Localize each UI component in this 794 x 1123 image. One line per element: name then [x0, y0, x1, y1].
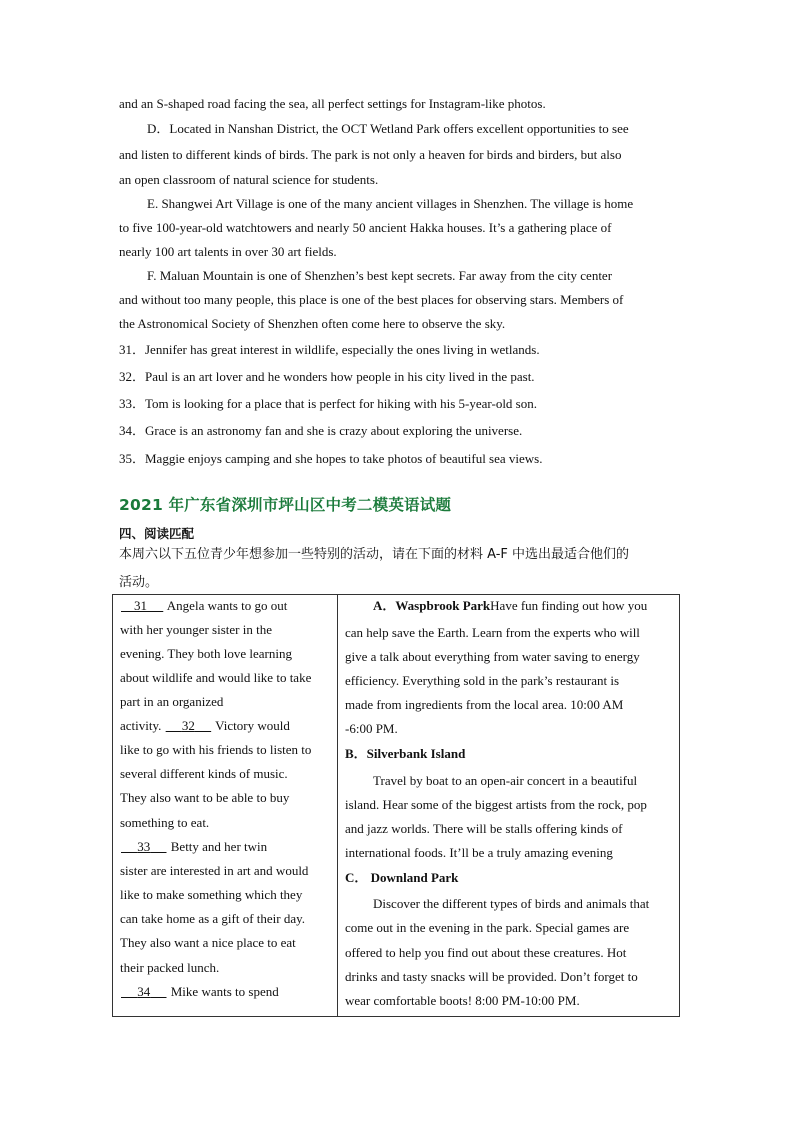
- option-a-line: give a talk about everything from water saving to energy: [345, 649, 640, 664]
- left-cell-line: several different kinds of music.: [120, 766, 288, 781]
- option-f-line: the Astronomical Society of Shenzhen often come here to observe the sky.: [119, 316, 506, 331]
- left-cell-line: 33 Betty and her twin: [120, 839, 267, 855]
- option-d-line: D．Located in Nanshan District, the OCT Wetland Park offers excellent opportunities to see: [147, 121, 629, 136]
- option-a-line: made from ingredients from the local area. 10:00 AM: [345, 697, 624, 712]
- paragraph-continuation: and an S-shaped road facing the sea, all perfect settings for Instagram-like photos.: [119, 96, 546, 111]
- option-b-line: Travel by boat to an open-air concert in a beautiful: [373, 773, 638, 788]
- left-cell-line: part in an organized: [120, 694, 224, 709]
- section-subtitle: 四、阅读匹配: [119, 526, 195, 541]
- left-cell-line: sister are interested in art and would: [120, 863, 309, 878]
- left-cell-line: They also want a nice place to eat: [120, 935, 296, 950]
- instruction-line: 本周六以下五位青少年想参加一些特别的活动，请在下面的材料 A-F 中选出最适合他们的: [119, 547, 630, 562]
- option-e-line: nearly 100 art talents in over 30 art fields.: [119, 244, 337, 259]
- question-32: 32．Paul is an art lover and he wonders how people in his city lived in the past.: [119, 369, 535, 384]
- option-c-line: drinks and tasty snacks will be provided. Don’t forget to: [345, 969, 638, 984]
- option-c-line: offered to help you find out about these creatures. Hot: [345, 945, 627, 960]
- option-b-line: island. Hear some of the biggest artists from the rock, pop: [345, 797, 647, 812]
- option-e-line: E. Shangwei Art Village is one of the many ancient villages in Shenzhen. The village is home: [147, 196, 634, 211]
- option-b-title: B．Silverbank Island: [345, 746, 466, 761]
- option-a-line: can help save the Earth. Learn from the experts who will: [345, 625, 640, 640]
- option-b-line: international foods. It’ll be a truly amazing evening: [345, 845, 613, 860]
- left-cell-line: about wildlife and would like to take: [120, 670, 312, 685]
- left-cell-line: can take home as a gift of their day.: [120, 911, 306, 926]
- option-f-line: and without too many people, this place is one of the best places for observing stars. Members of: [119, 292, 624, 307]
- answer-blank-32[interactable]: 32: [181, 718, 195, 733]
- option-c-title: C． Downland Park: [345, 870, 459, 885]
- left-cell-line: something to eat.: [120, 815, 210, 830]
- answer-blank-34[interactable]: 34: [137, 984, 151, 999]
- left-cell-line: evening. They both love learning: [120, 646, 292, 661]
- option-a-line: efficiency. Everything sold in the park’s restaurant is: [345, 673, 620, 688]
- left-cell-line: They also want to be able to buy: [120, 790, 290, 805]
- option-a-line: A．Waspbrook ParkHave fun finding out how you: [373, 598, 648, 613]
- option-a-title: A．Waspbrook Park: [373, 598, 491, 613]
- left-cell-line: with her younger sister in the: [120, 622, 272, 637]
- left-cell-line: like to go with his friends to listen to: [120, 742, 312, 757]
- answer-blank-33[interactable]: 33: [137, 839, 151, 854]
- option-d-line: and listen to different kinds of birds. The park is not only a heaven for birds and birders, but also: [119, 147, 622, 162]
- table-divider: [337, 594, 338, 1017]
- left-cell-line: 34 Mike wants to spend: [120, 984, 279, 1000]
- option-f-line: F. Maluan Mountain is one of Shenzhen’s best kept secrets. Far away from the city center: [147, 268, 613, 283]
- option-d-line: an open classroom of natural science for students.: [119, 172, 379, 187]
- option-c-line: come out in the evening in the park. Special games are: [345, 920, 630, 935]
- question-31: 31．Jennifer has great interest in wildlife, especially the ones living in wetlands.: [119, 342, 540, 357]
- left-cell-line: activity. 32 Victory would: [120, 718, 290, 733]
- option-c-line: wear comfortable boots! 8:00 PM-10:00 PM.: [345, 993, 580, 1008]
- option-e-line: to five 100-year-old watchtowers and nearly 50 ancient Hakka houses. It’s a gathering place of: [119, 220, 612, 235]
- left-cell-line: their packed lunch.: [120, 960, 220, 975]
- instruction-line: 活动。: [119, 575, 159, 590]
- question-35: 35．Maggie enjoys camping and she hopes to take photos of beautiful sea views.: [119, 451, 543, 466]
- left-cell-line: like to make something which they: [120, 887, 303, 902]
- question-33: 33．Tom is looking for a place that is perfect for hiking with his 5-year-old son.: [119, 396, 537, 411]
- question-34: 34．Grace is an astronomy fan and she is crazy about exploring the universe.: [119, 423, 523, 438]
- answer-blank-31[interactable]: 31: [134, 598, 147, 613]
- option-b-line: and jazz worlds. There will be stalls offering kinds of: [345, 821, 623, 836]
- section-title: 2021 年广东省深圳市坪山区中考二模英语试题: [119, 496, 452, 514]
- option-a-line: -6:00 PM.: [345, 721, 398, 736]
- option-c-line: Discover the different types of birds and animals that: [373, 896, 650, 911]
- left-cell-line: 31 Angela wants to go out: [120, 598, 287, 614]
